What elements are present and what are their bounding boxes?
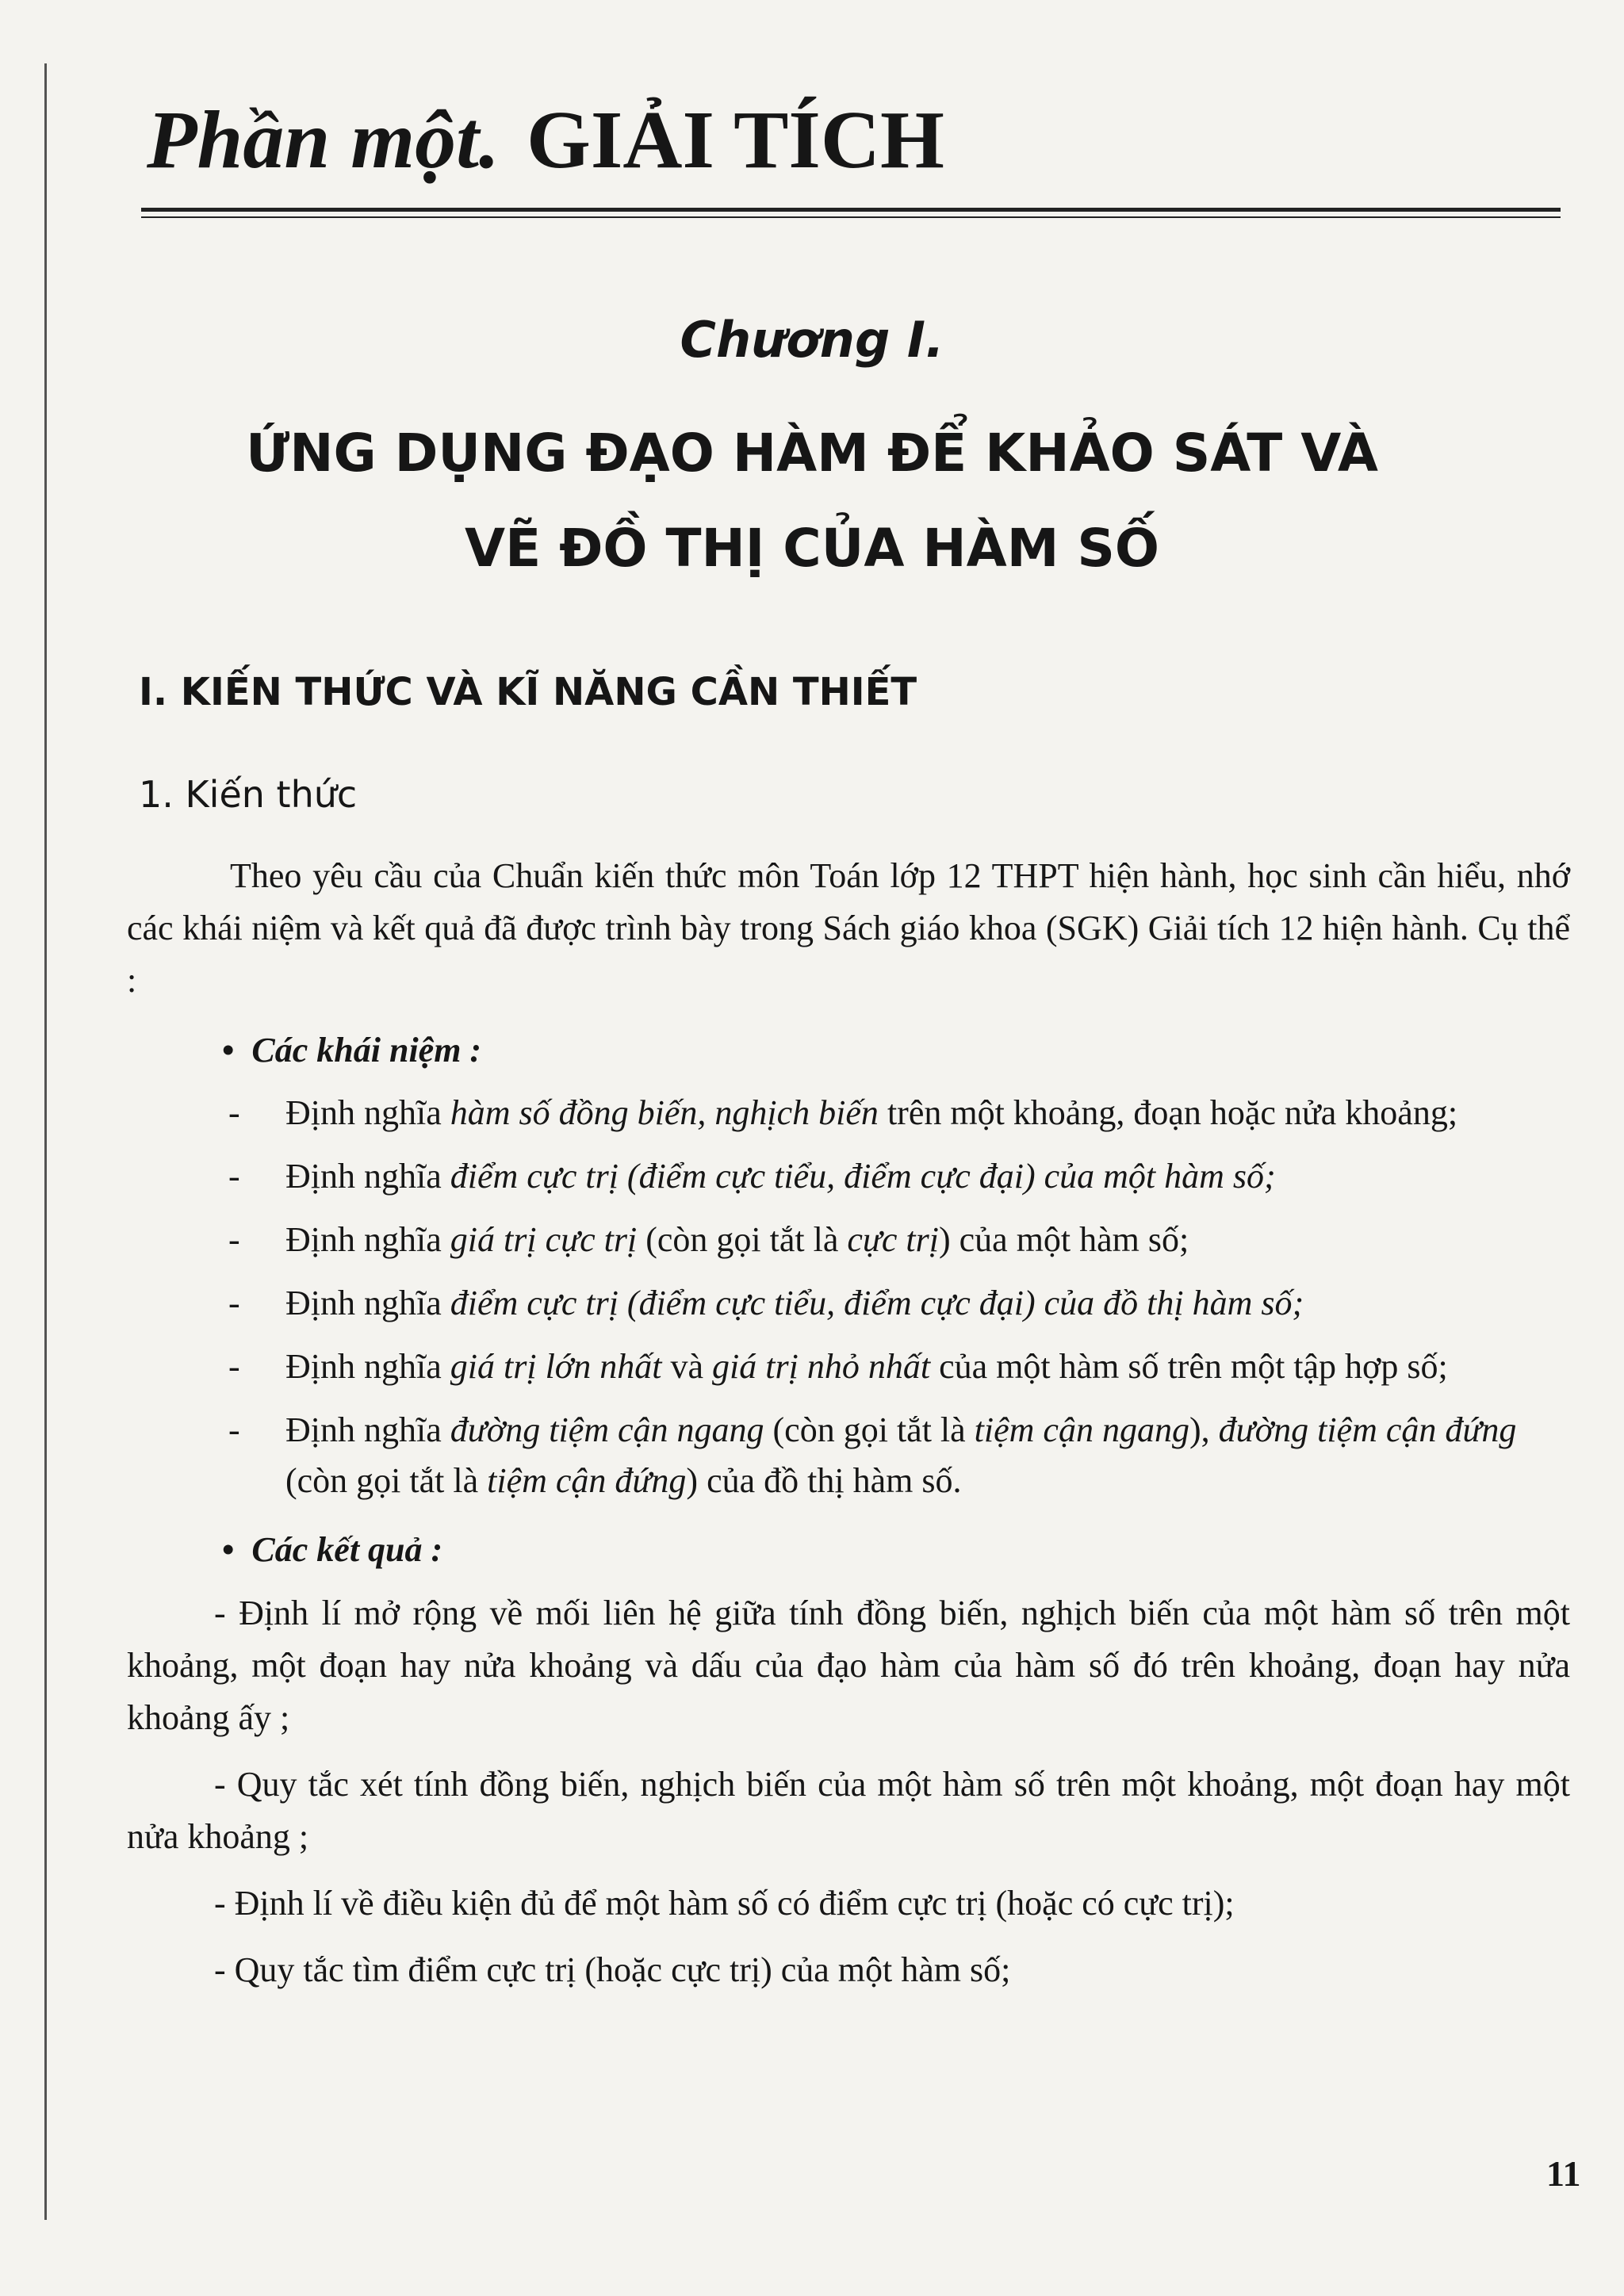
chapter-title-line-1: ỨNG DỤNG ĐẠO HÀM ĐỂ KHẢO SÁT VÀ: [246, 423, 1378, 484]
part-label: Phần một.: [147, 94, 500, 186]
dash-marker: -: [228, 1347, 240, 1386]
title-rule-thick: [141, 208, 1561, 212]
results-heading-text: Các kết quả :: [251, 1530, 443, 1569]
emphasized-term: tiệm cận ngang: [974, 1410, 1189, 1449]
list-item: - Định nghĩa giá trị cực trị (còn gọi tắt là cực trị) của một hàm số;: [127, 1215, 1570, 1265]
body-text: [127, 850, 1570, 2011]
concepts-heading-text: Các khái niệm :: [251, 1031, 482, 1070]
part-title: [147, 95, 944, 186]
title-rule-thin: [141, 216, 1561, 218]
emphasized-term: điểm cực trị (điểm cực tiểu, điểm cực đại) của một hàm số;: [450, 1157, 1276, 1196]
result-paragraph: - Định lí mở rộng về mối liên hệ giữa tính đồng biến, nghịch biến của một hàm số trên một khoảng, một đoạn hay nửa khoảng và dấu của đạo hàm của hàm số đó trên khoảng, đoạn hay nửa khoảng ấy ;: [127, 1594, 1570, 1737]
dash-marker: -: [228, 1410, 240, 1449]
emphasized-term: đường tiệm cận đứng: [1218, 1410, 1517, 1449]
list-item: - Định nghĩa đường tiệm cận ngang (còn gọi tắt là tiệm cận ngang), đường tiệm cận đứng (còn gọi tắt là tiệm cận đứng) của đồ thị hàm số.: [127, 1405, 1570, 1506]
emphasized-term: cực trị: [847, 1220, 939, 1259]
part-name: GIẢI TÍCH: [527, 94, 944, 186]
intro-paragraph: Theo yêu cầu của Chuẩn kiến thức môn Toán lớp 12 THPT hiện hành, học sinh cần hiểu, nhớ các khái niệm và kết quả đã được trình bày trong Sách giáo khoa (SGK) Giải tích 12 hiện hành. Cụ thể :: [127, 856, 1570, 1000]
result-paragraph: - Quy tắc tìm điểm cực trị (hoặc cực trị) của một hàm số;: [214, 1950, 1011, 1989]
results-heading: [222, 1524, 1570, 1576]
bullet-icon: •: [222, 1530, 235, 1569]
list-item: - Định nghĩa điểm cực trị (điểm cực tiểu, điểm cực đại) của đồ thị hàm số;: [127, 1278, 1570, 1329]
list-item: - Định nghĩa giá trị lớn nhất và giá trị nhỏ nhất của một hàm số trên một tập hợp số;: [127, 1341, 1570, 1392]
emphasized-term: tiệm cận đứng: [487, 1461, 687, 1500]
concepts-heading: [222, 1024, 1570, 1077]
subsection-heading: 1. Kiến thức: [139, 773, 358, 816]
concepts-list: [127, 1088, 1570, 1506]
dash-marker: -: [228, 1284, 240, 1322]
section-heading: I. KIẾN THỨC VÀ KĨ NĂNG CẦN THIẾT: [139, 670, 917, 714]
list-item: - Định nghĩa điểm cực trị (điểm cực tiểu, điểm cực đại) của một hàm số;: [127, 1151, 1570, 1202]
emphasized-term: điểm cực trị (điểm cực tiểu, điểm cực đại) của đồ thị hàm số;: [450, 1284, 1304, 1322]
result-paragraph: - Định lí về điều kiện đủ để một hàm số có điểm cực trị (hoặc có cực trị);: [214, 1884, 1235, 1923]
result-paragraph: - Quy tắc xét tính đồng biến, nghịch biến của một hàm số trên một khoảng, một đoạn hay một nửa khoảng ;: [127, 1765, 1570, 1856]
chapter-label: Chương I.: [680, 311, 944, 369]
chapter-title-line-2: VẼ ĐỒ THỊ CỦA HÀM SỐ: [464, 518, 1159, 579]
list-item: - Định nghĩa hàm số đồng biến, nghịch biến trên một khoảng, đoạn hoặc nửa khoảng;: [127, 1088, 1570, 1138]
bullet-icon: •: [222, 1031, 235, 1070]
emphasized-term: đường tiệm cận ngang: [450, 1410, 764, 1449]
dash-marker: -: [228, 1093, 240, 1132]
emphasized-term: giá trị cực trị: [450, 1220, 638, 1259]
emphasized-term: giá trị lớn nhất: [450, 1347, 662, 1386]
page-number: 11: [1546, 2153, 1581, 2194]
dash-marker: -: [228, 1220, 240, 1259]
emphasized-term: hàm số đồng biến, nghịch biến: [450, 1093, 879, 1132]
dash-marker: -: [228, 1157, 240, 1196]
binding-edge-line: [44, 63, 47, 2220]
chapter-title: [0, 406, 1624, 596]
emphasized-term: giá trị nhỏ nhất: [712, 1347, 931, 1386]
